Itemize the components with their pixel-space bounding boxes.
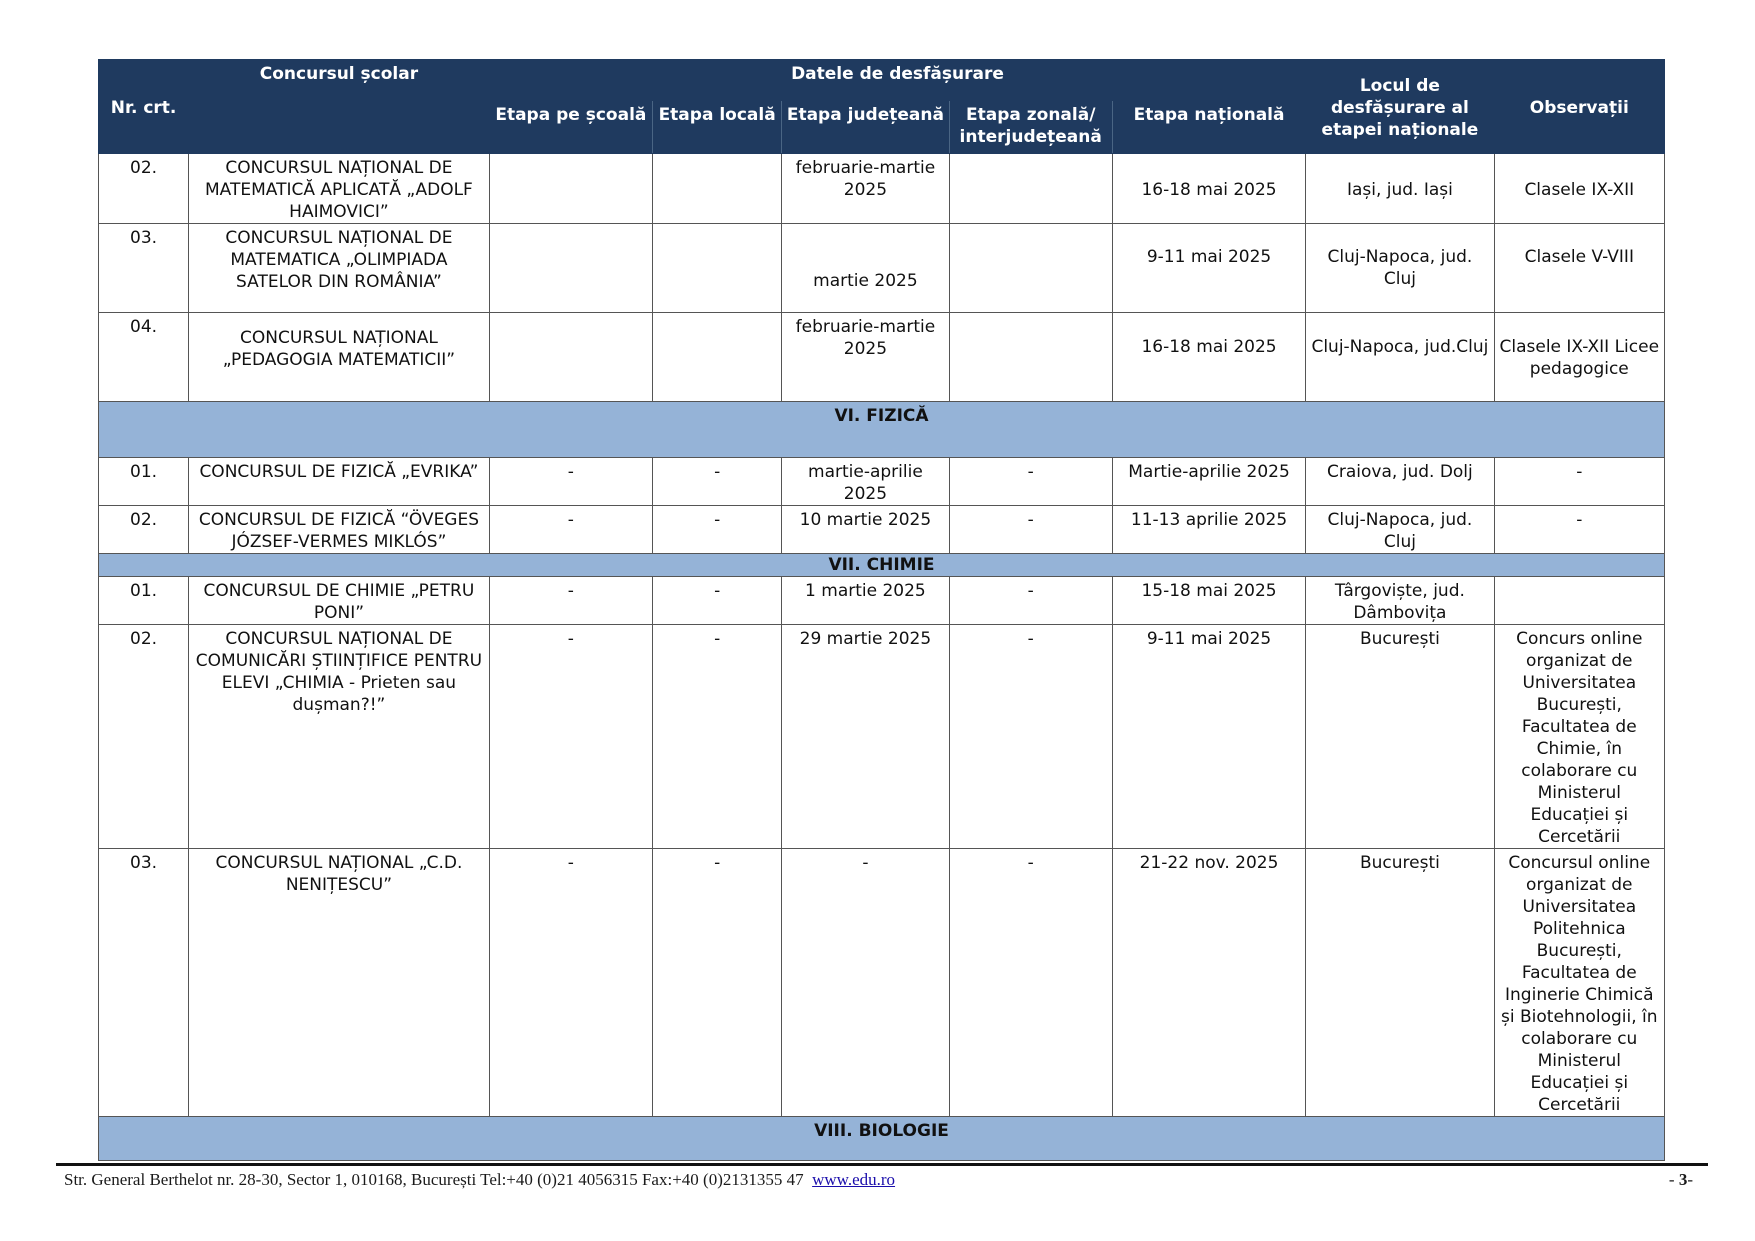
- cell-locul: Cluj-Napoca, jud.Cluj: [1306, 313, 1494, 402]
- cell-nationala: 16-18 mai 2025: [1112, 313, 1305, 402]
- cell-name: CONCURSUL DE FIZICĂ “ÖVEGES JÓZSEF-VERMES MIKLÓS”: [189, 506, 490, 554]
- header-locul: Locul de desfășurare al etapei naționale: [1306, 60, 1494, 154]
- page-number-suffix: -: [1687, 1170, 1693, 1189]
- table-row: [99, 506, 1665, 554]
- cell-scoala: [489, 154, 652, 224]
- cell-locul: Cluj-Napoca, jud. Cluj: [1306, 506, 1494, 554]
- cell-obs: Concurs online organizat de Universitatea București, Facultatea de Chimie, în colaborare cu Ministerul Educației și Cercetării: [1494, 625, 1664, 849]
- cell-locala: -: [653, 625, 782, 849]
- cell-scoala: -: [489, 625, 652, 849]
- table-row: [99, 154, 1665, 224]
- footer-address-text: Str. General Berthelot nr. 28-30, Sector 1, 010168, București Tel:+40 (0)21 4056315 Fax:+40 (0)2131355 47: [64, 1170, 804, 1189]
- cell-judeteana: februarie-martie 2025: [782, 154, 949, 224]
- cell-nationala: 15-18 mai 2025: [1112, 577, 1305, 625]
- cell-judeteana: martie-aprilie 2025: [782, 458, 949, 506]
- cell-nr: 02.: [99, 506, 189, 554]
- page-number-prefix: -: [1668, 1170, 1679, 1189]
- cell-zonala: -: [949, 849, 1112, 1117]
- table-row: [99, 458, 1665, 506]
- cell-locul: Cluj-Napoca, jud. Cluj: [1306, 224, 1494, 313]
- cell-nr: 02.: [99, 154, 189, 224]
- cell-locala: [653, 154, 782, 224]
- header-datele: Datele de desfășurare: [489, 60, 1306, 101]
- table-row: [99, 625, 1665, 849]
- header-observatii: Observații: [1494, 60, 1664, 154]
- cell-obs: Concursul online organizat de Universitatea Politehnica București, Facultatea de Inginerie Chimică și Biotehnologii, în colaborare cu Ministerul Educației și Cercetării: [1494, 849, 1664, 1117]
- section-title-chimie: VII. CHIMIE: [99, 554, 1665, 577]
- cell-name: CONCURSUL NAȚIONAL DE MATEMATICĂ APLICATĂ „ADOLF HAIMOVICI”: [189, 154, 490, 224]
- cell-judeteana: martie 2025: [782, 224, 949, 313]
- cell-scoala: [489, 313, 652, 402]
- cell-nr: 01.: [99, 577, 189, 625]
- cell-obs: Clasele IX-XII Licee pedagogice: [1494, 313, 1664, 402]
- cell-name: CONCURSUL NAȚIONAL DE COMUNICĂRI ȘTIINȚIFICE PENTRU ELEVI „CHIMIA - Prieten sau dușman?!”: [189, 625, 490, 849]
- cell-locala: [653, 313, 782, 402]
- cell-scoala: -: [489, 577, 652, 625]
- header-etapa-zonala: Etapa zonală/ interjudețeană: [949, 101, 1112, 154]
- section-row: [99, 402, 1665, 458]
- cell-locul: București: [1306, 625, 1494, 849]
- cell-zonala: -: [949, 625, 1112, 849]
- cell-locul: Craiova, jud. Dolj: [1306, 458, 1494, 506]
- cell-obs: Clasele IX-XII: [1494, 154, 1664, 224]
- competitions-table: [98, 59, 1665, 1161]
- footer-divider: [56, 1163, 1708, 1166]
- cell-name: CONCURSUL NAȚIONAL DE MATEMATICA „OLIMPIADA SATELOR DIN ROMÂNIA”: [189, 224, 490, 313]
- section-row: [99, 1117, 1665, 1161]
- cell-nr: 04.: [99, 313, 189, 402]
- cell-obs: Clasele V-VIII: [1494, 224, 1664, 313]
- page-number-value: 3: [1678, 1170, 1688, 1189]
- header-etapa-locala: Etapa locală: [653, 101, 782, 154]
- cell-locala: -: [653, 849, 782, 1117]
- header-nr: Nr. crt.: [99, 60, 189, 154]
- cell-scoala: -: [489, 458, 652, 506]
- cell-obs: -: [1494, 506, 1664, 554]
- cell-judeteana: 29 martie 2025: [782, 625, 949, 849]
- section-title-biologie: VIII. BIOLOGIE: [99, 1117, 1665, 1161]
- cell-nationala: 9-11 mai 2025: [1112, 625, 1305, 849]
- cell-name: CONCURSUL NAȚIONAL „PEDAGOGIA MATEMATICII”: [189, 313, 490, 402]
- cell-nr: 03.: [99, 849, 189, 1117]
- cell-judeteana: 1 martie 2025: [782, 577, 949, 625]
- cell-locala: [653, 224, 782, 313]
- cell-locul: Târgoviște, jud. Dâmbovița: [1306, 577, 1494, 625]
- cell-obs: -: [1494, 458, 1664, 506]
- table-row: [99, 577, 1665, 625]
- cell-nr: 01.: [99, 458, 189, 506]
- cell-scoala: -: [489, 849, 652, 1117]
- footer-website-link[interactable]: www.edu.ro: [812, 1170, 896, 1189]
- cell-name: CONCURSUL DE CHIMIE „PETRU PONI”: [189, 577, 490, 625]
- cell-name: CONCURSUL DE FIZICĂ „EVRIKA”: [189, 458, 490, 506]
- cell-locala: -: [653, 506, 782, 554]
- cell-nationala: Martie-aprilie 2025: [1112, 458, 1305, 506]
- cell-nationala: 11-13 aprilie 2025: [1112, 506, 1305, 554]
- cell-judeteana: -: [782, 849, 949, 1117]
- cell-nationala: 21-22 nov. 2025: [1112, 849, 1305, 1117]
- cell-obs: [1494, 577, 1664, 625]
- cell-locala: -: [653, 577, 782, 625]
- footer-address: [64, 1170, 895, 1190]
- cell-judeteana: 10 martie 2025: [782, 506, 949, 554]
- cell-zonala: -: [949, 506, 1112, 554]
- table-row: [99, 224, 1665, 313]
- cell-zonala: [949, 224, 1112, 313]
- section-row: [99, 554, 1665, 577]
- cell-locul: București: [1306, 849, 1494, 1117]
- cell-scoala: [489, 224, 652, 313]
- cell-scoala: -: [489, 506, 652, 554]
- table-row: [99, 849, 1665, 1117]
- cell-zonala: [949, 154, 1112, 224]
- page-number: [1669, 1170, 1693, 1190]
- cell-nr: 02.: [99, 625, 189, 849]
- cell-zonala: -: [949, 458, 1112, 506]
- header-etapa-scoala: Etapa pe școală: [489, 101, 652, 154]
- cell-nationala: 16-18 mai 2025: [1112, 154, 1305, 224]
- cell-name: CONCURSUL NAȚIONAL „C.D. NENIȚESCU”: [189, 849, 490, 1117]
- cell-nr: 03.: [99, 224, 189, 313]
- cell-locala: -: [653, 458, 782, 506]
- cell-judeteana: februarie-martie 2025: [782, 313, 949, 402]
- cell-locul: Iași, jud. Iași: [1306, 154, 1494, 224]
- table-row: [99, 313, 1665, 402]
- cell-zonala: [949, 313, 1112, 402]
- header-etapa-nationala: Etapa națională: [1112, 101, 1305, 154]
- cell-zonala: -: [949, 577, 1112, 625]
- cell-nationala: 9-11 mai 2025: [1112, 224, 1305, 313]
- header-concurs: Concursul școlar: [189, 60, 490, 154]
- header-etapa-judeteana: Etapa județeană: [782, 101, 949, 154]
- section-title-fizica: VI. FIZICĂ: [99, 402, 1665, 458]
